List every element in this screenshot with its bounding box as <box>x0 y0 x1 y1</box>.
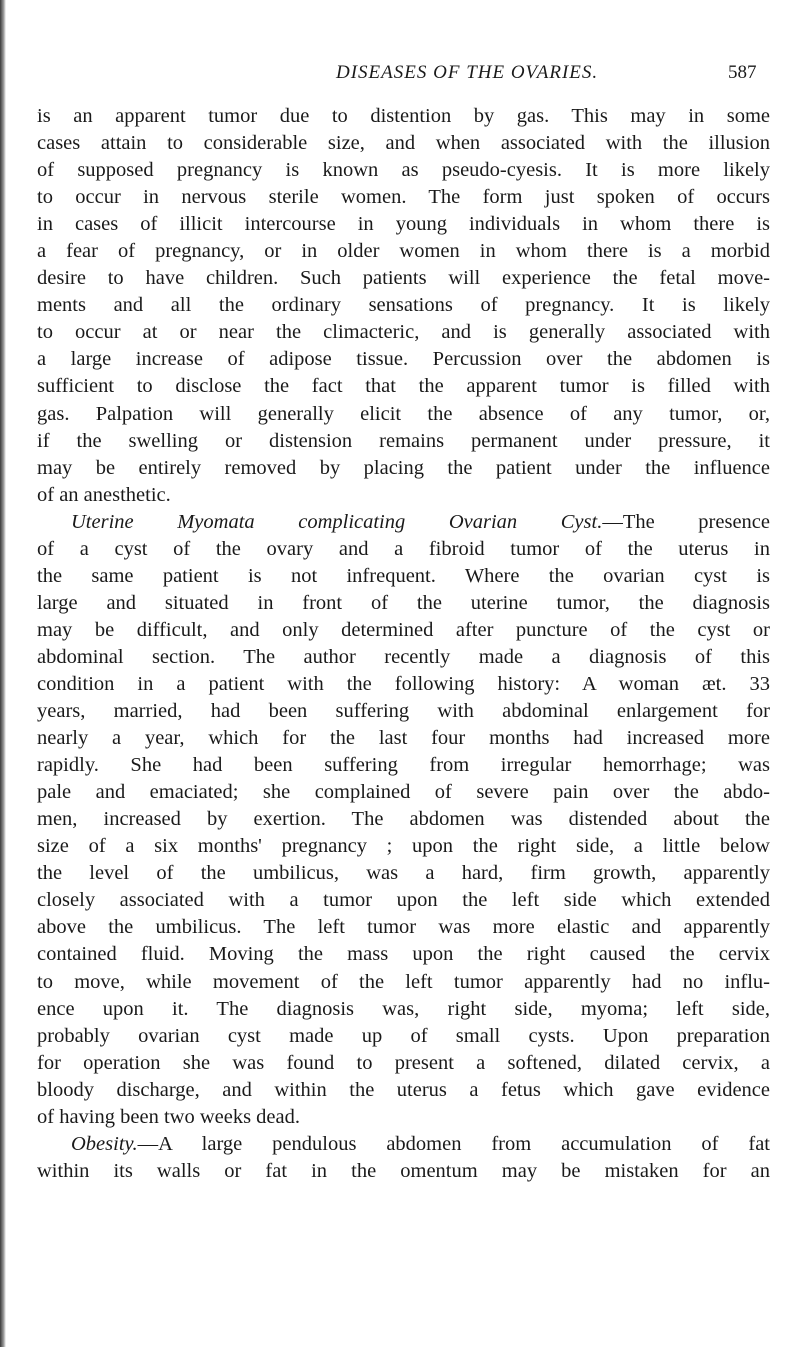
text-line: to occur in nervous sterile women. The form just spoken of occurs <box>37 186 770 209</box>
text-line: if the swelling or distension remains permanent under pressure, it <box>37 429 770 452</box>
page-binding-edge <box>0 0 6 1347</box>
text-line: closely associated with a tumor upon the left side which extended <box>37 889 770 912</box>
text-line: of having been two weeks dead. <box>37 1105 300 1128</box>
text-line: a fear of pregnancy, or in older women in whom there is a morbid <box>37 240 770 263</box>
text-line: rapidly. She had been suffering from irregular hemorrhage; was <box>37 754 770 777</box>
text-line: for operation she was found to present a softened, dilated cervix, a <box>37 1051 770 1074</box>
running-title: DISEASES OF THE OVARIES. <box>336 62 599 83</box>
text-line: size of a six months' pregnancy ; upon the right side, a little below <box>37 835 770 858</box>
page-number: 587 <box>728 62 757 83</box>
text-line: large and situated in front of the uterine tumor, the diagnosis <box>37 591 770 614</box>
text-line: bloody discharge, and within the uterus a fetus which gave evidence <box>37 1078 770 1101</box>
text-line: ence upon it. The diagnosis was, right side, myoma; left side, <box>37 997 770 1020</box>
text-line: may be entirely removed by placing the patient under the influence <box>37 456 770 479</box>
text-line: men, increased by exertion. The abdomen was distended about the <box>37 808 770 831</box>
text-line: contained fluid. Moving the mass upon the right caused the cervix <box>37 943 770 966</box>
section-heading-obesity: Obesity. <box>71 1132 138 1155</box>
text-line: condition in a patient with the following history: A woman æt. 33 <box>37 672 770 695</box>
text-line: the level of the umbilicus, was a hard, firm growth, apparently <box>37 862 770 885</box>
text-line: of an anesthetic. <box>37 483 171 506</box>
text-run: —The presence <box>602 510 771 533</box>
text-line: years, married, had been suffering with abdominal enlargement for <box>37 700 770 723</box>
text-line: within its walls or fat in the omentum may be mistaken for an <box>37 1159 770 1182</box>
text-line: a large increase of adipose tissue. Percussion over the abdomen is <box>37 348 770 371</box>
text-line: the same patient is not infrequent. Where the ovarian cyst is <box>37 564 770 587</box>
text-line: gas. Palpation will generally elicit the absence of any tumor, or, <box>37 402 770 425</box>
section-first-line <box>37 1131 770 1158</box>
text-line: ments and all the ordinary sensations of pregnancy. It is likely <box>37 294 770 317</box>
text-line: may be difficult, and only determined after puncture of the cyst or <box>37 618 770 641</box>
text-line: of supposed pregnancy is known as pseudo-cyesis. It is more likely <box>37 159 770 182</box>
body-text <box>37 103 770 1185</box>
text-line: probably ovarian cyst made up of small cysts. Upon preparation <box>37 1024 770 1047</box>
text-line: abdominal section. The author recently made a diagnosis of this <box>37 645 770 668</box>
section-heading-myomata: Uterine Myomata complicating Ovarian Cyst. <box>71 510 603 533</box>
text-line: above the umbilicus. The left tumor was more elastic and apparently <box>37 916 770 939</box>
text-line: is an apparent tumor due to distention by gas. This may in some <box>37 105 770 127</box>
text-line: nearly a year, which for the last four months had increased more <box>37 727 770 750</box>
text-line: of a cyst of the ovary and a fibroid tumor of the uterus in <box>37 537 770 560</box>
text-line: in cases of illicit intercourse in young individuals in whom there is <box>37 213 770 236</box>
section-first-line <box>37 509 770 536</box>
text-line: desire to have children. Such patients will experience the fetal move- <box>37 267 770 290</box>
text-run: —A large pendulous abdomen from accumulation of fat <box>137 1132 770 1155</box>
text-line: sufficient to disclose the fact that the apparent tumor is filled with <box>37 375 770 398</box>
text-line: cases attain to considerable size, and when associated with the illusion <box>37 132 770 155</box>
text-line: to move, while movement of the left tumor apparently had no influ- <box>37 970 770 993</box>
text-line: pale and emaciated; she complained of severe pain over the abdo- <box>37 781 770 804</box>
text-line: to occur at or near the climacteric, and is generally associated with <box>37 321 770 344</box>
